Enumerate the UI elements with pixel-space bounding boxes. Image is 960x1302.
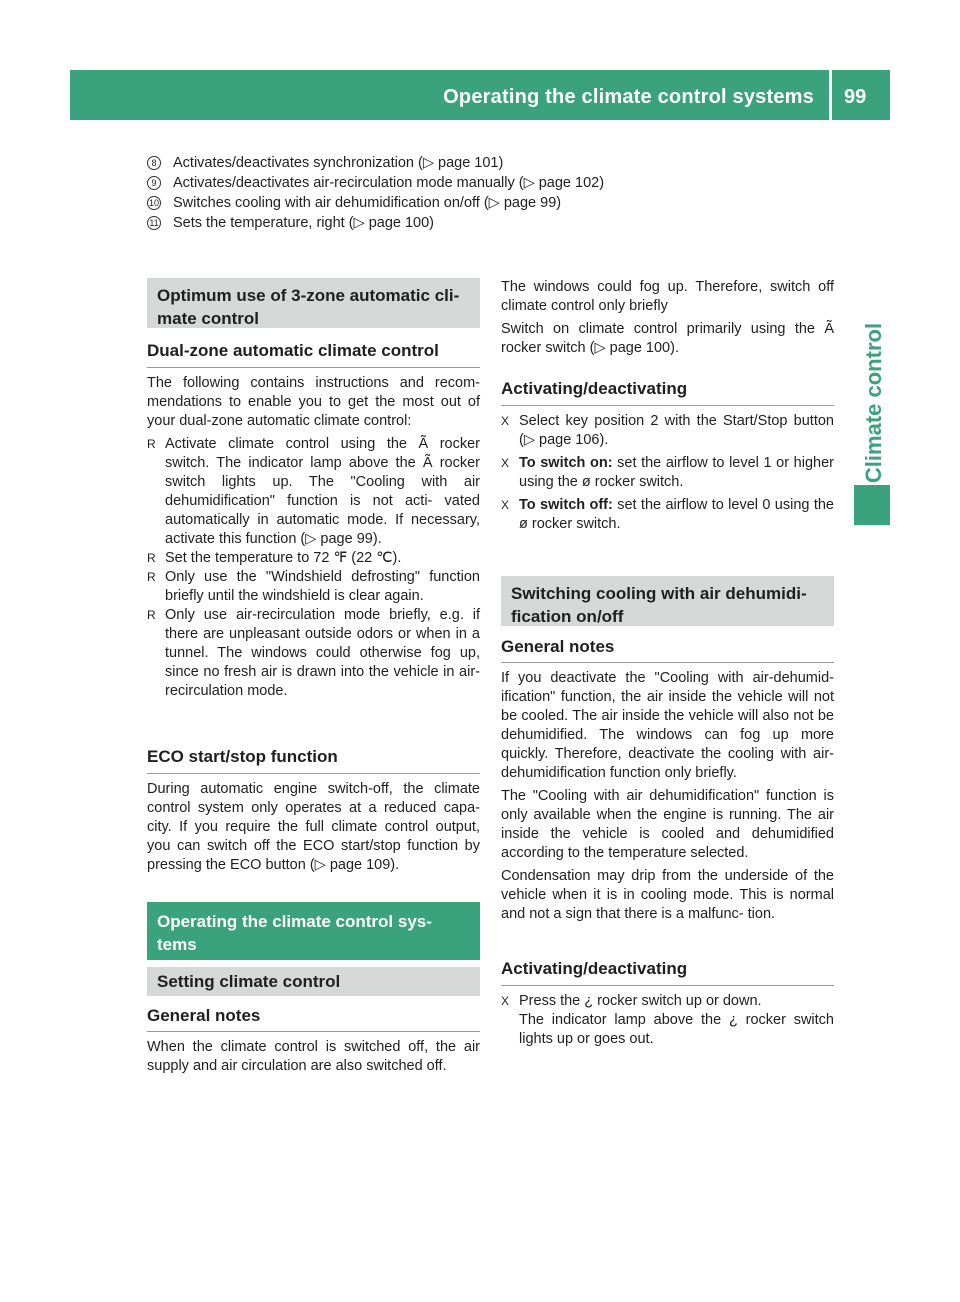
bullet-text: Only use the "Windshield defrosting" function briefly until the windshield is clear again.	[165, 569, 480, 604]
bullet-icon: R	[147, 570, 156, 584]
heading-dual-zone: Dual-zone automatic climate control	[147, 341, 439, 360]
general-notes-text: When the climate control is switched off, the air supply and air circulation are also switched off.	[147, 1039, 480, 1074]
divider	[147, 367, 480, 368]
step-text: The indicator lamp above the ¿ rocker switch lights up or goes out.	[519, 1012, 834, 1047]
step-arrow-icon: X	[501, 994, 510, 1008]
step-item	[501, 496, 834, 534]
divider	[501, 662, 834, 663]
heading-activating: Activating/deactivating	[501, 379, 688, 398]
divider	[501, 985, 834, 986]
page-header	[70, 70, 890, 120]
right-intro	[501, 278, 834, 362]
section-title-setting: Setting climate control	[147, 967, 480, 996]
cooling-notes	[501, 669, 834, 928]
key-number: 8	[147, 156, 161, 170]
key-item	[147, 194, 561, 212]
section-title-optimum: Optimum use of 3-zone automatic cli- mate control	[147, 278, 480, 328]
step-text: Press the ¿ rocker switch up or down.	[519, 993, 762, 1009]
divider	[501, 405, 834, 406]
key-item	[147, 214, 434, 232]
list-item	[147, 606, 480, 701]
key-text: Activates/deactivates synchronization (▷ page 101)	[173, 155, 504, 171]
cooling-para: If you deactivate the "Cooling with air-dehumid- ification" function, the air inside the vehicle will not be cooled. The air inside the vehicle will also not be dehumidified. The windows can fog up more quickly. Therefore, deactivate the cooling with air-dehumidification function only briefly.	[501, 670, 834, 781]
heading-activating-2: Activating/deactivating	[501, 959, 688, 978]
step-text: Select key position 2 with the Start/Stop button (▷ page 106).	[519, 413, 834, 448]
key-text: Sets the temperature, right (▷ page 100)	[173, 215, 435, 231]
key-item	[147, 174, 604, 192]
step-item	[501, 992, 834, 1049]
fog-warning: The windows could fog up. Therefore, switch off climate control only briefly	[501, 279, 834, 314]
activation-steps-2	[501, 992, 834, 1049]
heading-eco: ECO start/stop function	[147, 747, 338, 766]
heading-general-notes-right: General notes	[501, 637, 615, 656]
bullet-text: Set the temperature to 72 ℉ (22 ℃).	[165, 550, 402, 566]
page-number: 99	[844, 86, 867, 108]
header-title: Operating the climate control systems	[443, 86, 814, 108]
bullet-icon: R	[147, 608, 156, 622]
cooling-para: Condensation may drip from the underside of the vehicle when it is in cooling mode. This is normal and not a sign that there is a malfunc- tion.	[501, 868, 834, 922]
step-text: set the airflow to level 0 using the ø rocker switch.	[519, 497, 834, 532]
switch-on-note: Switch on climate control primarily using the Ã rocker switch (▷ page 100).	[501, 321, 834, 356]
step-arrow-icon: X	[501, 456, 510, 470]
side-tab-marker	[854, 485, 890, 525]
side-tab	[854, 135, 890, 695]
step-arrow-icon: X	[501, 414, 510, 428]
bullet-text: Activate climate control using the Ã rocker switch. The indicator lamp above the Ã rocker switch lights up. The "Cooling with air dehumidification" function is not acti- vated automatically in automatic mode. If necessary, activate this function (▷ page 99).	[165, 436, 480, 547]
header-divider	[829, 70, 832, 120]
list-item	[147, 549, 480, 568]
step-arrow-icon: X	[501, 498, 510, 512]
key-text: Switches cooling with air dehumidification on/off (▷ page 99)	[173, 195, 562, 211]
key-number: 9	[147, 176, 161, 190]
key-number: 10	[148, 198, 159, 208]
dual-zone-content	[147, 374, 480, 701]
step-text: set the airflow to level 1 or higher using the ø rocker switch.	[519, 455, 834, 490]
key-item	[147, 154, 503, 172]
side-tab-label: Climate control	[861, 322, 886, 484]
section-title-operating: Operating the climate control sys- tems	[147, 902, 480, 960]
bullet-icon: R	[147, 551, 156, 565]
section-title-cooling: Switching cooling with air dehumidi- fication on/off	[501, 576, 834, 626]
key-text: Activates/deactivates air-recirculation mode manually (▷ page 102)	[173, 175, 605, 191]
divider	[147, 773, 480, 774]
heading-general-notes: General notes	[147, 1006, 261, 1025]
dual-intro: The following contains instructions and recom- mendations to enable you to get the most out of your dual-zone automatic climate control:	[147, 375, 480, 429]
step-item	[501, 412, 834, 450]
list-item	[147, 568, 480, 606]
step-label: To switch on:	[519, 455, 613, 471]
bullet-text: Only use air-recirculation mode briefly, e.g. if there are unpleasant outside odors or when in a tunnel. The windows could otherwise fog up, since no fresh air is drawn into the vehicle in air-recirculation mode.	[165, 607, 480, 699]
eco-text: During automatic engine switch-off, the climate control system only operates at a reduced capa- city. If you require the full climate control output, you can switch off the ECO start/stop function by pressing the ECO button (▷ page 109).	[147, 781, 480, 873]
cooling-para: The "Cooling with air dehumidification" function is only available when the engine is running. The air inside the vehicle is cooled and dehumidified according to the temperature selected.	[501, 788, 834, 861]
step-label: To switch off:	[519, 497, 613, 513]
step-item	[501, 454, 834, 492]
activation-steps	[501, 412, 834, 534]
key-number: 11	[147, 216, 161, 230]
divider	[147, 1031, 480, 1032]
bullet-icon: R	[147, 437, 156, 451]
list-item	[147, 435, 480, 549]
